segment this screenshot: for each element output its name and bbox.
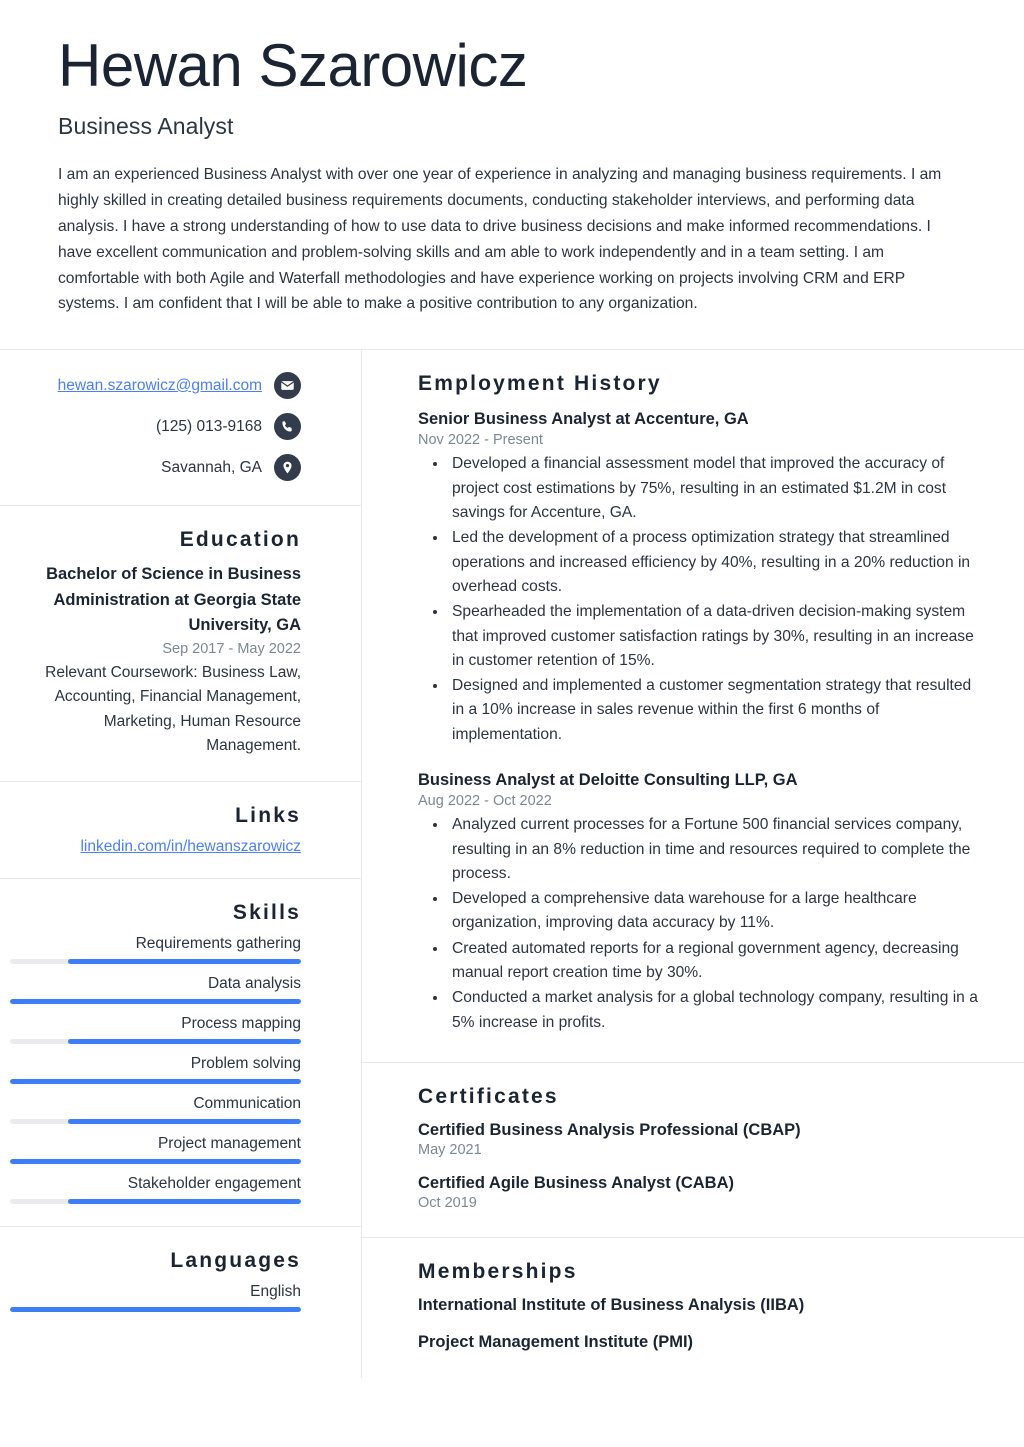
contact-block	[0, 350, 361, 506]
language-meter-fill	[10, 1307, 301, 1312]
resume-header	[0, 0, 1024, 339]
job-bullet: • Analyzed current processes for a Fortune 500 financial services company, resulting in an 8% reduction in time and resources required to complete the process.	[448, 813, 982, 886]
skill-meter-fill	[10, 1159, 301, 1164]
job-bullet-list	[418, 452, 982, 747]
location-text: Savannah, GA	[161, 458, 262, 476]
phone-icon	[274, 413, 301, 440]
job-title: Business Analyst at Deloitte Consulting LLP, GA	[418, 771, 798, 790]
skill-item	[10, 1135, 301, 1164]
job-bullet: • Conducted a market analysis for a global technology company, resulting in a 5% increase in profits.	[448, 986, 982, 1035]
job-bullet: • Designed and implemented a customer segmentation strategy that resulted in a 10% increase in sales revenue within the first 6 months of implementation.	[448, 674, 982, 747]
memberships-list	[418, 1296, 982, 1352]
jobs-list	[418, 408, 982, 1035]
skills-list	[10, 935, 301, 1204]
education-degree: Bachelor of Science in Business Administration at Georgia State University, GA	[46, 565, 301, 635]
resume-body	[0, 350, 1024, 1378]
link-item[interactable]	[10, 838, 301, 856]
skill-label: Problem solving	[190, 1054, 301, 1072]
professional-summary: I am an experienced Business Analyst with over one year of experience in analyzing and managing business requirements. I am highly skilled in creating detailed business requirements documents, conducting stakeholder interviews, and performing data analysis. I have a strong understanding of how to use data to drive business decisions and make informed recommendations. I have excellent communication and problem-solving skills and am able to work independently and in a team setting. I am comfortable with both Agile and Waterfall methodologies and have experience working on projects involving CRM and ERP systems. I am confident that I will be able to make a positive contribution to any organization.	[58, 166, 942, 313]
skill-meter-track	[10, 1119, 301, 1124]
skill-meter-track	[10, 1199, 301, 1204]
certificate-entry	[418, 1121, 982, 1158]
skill-item	[10, 975, 301, 1004]
certificates-block	[362, 1063, 1024, 1238]
contact-row-location[interactable]	[10, 454, 301, 481]
job-bullet: • Developed a financial assessment model that improved the accuracy of project cost estimations by 75%, resulting in an estimated $1.2M in cost savings for Accenture, GA.	[448, 452, 982, 525]
memberships-block	[362, 1238, 1024, 1378]
job-bullet: • Developed a comprehensive data warehouse for a large healthcare organization, improving data accuracy by 11%.	[448, 887, 982, 936]
language-label: English	[250, 1282, 301, 1300]
job-entry	[418, 408, 982, 747]
certificate-name: Certified Business Analysis Professional (CBAP)	[418, 1121, 801, 1139]
skill-meter-track	[10, 1159, 301, 1164]
employment-section-title: Employment History	[418, 372, 662, 396]
job-bullet: • Spearheaded the implementation of a data-driven decision-making system that improved customer satisfaction ratings by 30%, resulting in an increase in customer retention of 15%.	[448, 600, 982, 673]
education-description: Relevant Coursework: Business Law, Accounting, Financial Management, Marketing, Human Resource Management.	[45, 663, 301, 755]
skill-label: Process mapping	[181, 1014, 301, 1032]
certificate-date: Oct 2019	[418, 1195, 477, 1211]
job-bullet-list	[418, 813, 982, 1035]
skill-label: Requirements gathering	[135, 934, 301, 952]
skill-meter-fill	[10, 1079, 301, 1084]
certificates-list	[418, 1121, 982, 1211]
envelope-icon	[274, 372, 301, 399]
job-title: Senior Business Analyst at Accenture, GA	[418, 410, 749, 429]
links-section-title: Links	[235, 803, 301, 827]
education-date: Sep 2017 - May 2022	[162, 640, 301, 657]
education-section-title: Education	[179, 528, 301, 552]
skill-item	[10, 1055, 301, 1084]
skill-item	[10, 1015, 301, 1044]
linkedin-link[interactable]: linkedin.com/in/hewanszarowicz	[80, 837, 301, 855]
skill-meter-fill	[68, 1119, 301, 1124]
language-item	[10, 1283, 301, 1312]
language-meter-track	[10, 1307, 301, 1312]
skill-label: Project management	[157, 1134, 301, 1152]
skill-meter-track	[10, 959, 301, 964]
skills-section-title: Skills	[232, 900, 301, 924]
contact-row-email[interactable]	[10, 372, 301, 399]
skill-meter-track	[10, 1039, 301, 1044]
languages-block	[0, 1227, 361, 1334]
certificate-date: May 2021	[418, 1142, 482, 1158]
job-date-range: Aug 2022 - Oct 2022	[418, 793, 552, 810]
skill-label: Stakeholder engagement	[127, 1174, 301, 1192]
skill-meter-track	[10, 999, 301, 1004]
languages-section-title: Languages	[170, 1248, 301, 1272]
memberships-section-title: Memberships	[418, 1260, 578, 1283]
job-date-range: Nov 2022 - Present	[418, 432, 543, 449]
skill-meter-fill	[68, 1039, 301, 1044]
languages-list	[10, 1283, 301, 1312]
skills-block	[0, 879, 361, 1227]
candidate-job-title: Business Analyst	[58, 113, 234, 139]
email-link[interactable]: hewan.szarowicz@gmail.com	[57, 376, 262, 394]
skill-label: Data analysis	[207, 974, 301, 992]
certificate-entry	[418, 1174, 982, 1211]
certificates-section-title: Certificates	[418, 1085, 559, 1108]
candidate-name: Hewan Szarowicz	[58, 32, 528, 99]
map-pin-icon	[274, 454, 301, 481]
job-bullet: • Created automated reports for a regional government agency, decreasing manual report creation time by 30%.	[448, 937, 982, 986]
links-block	[0, 782, 361, 879]
skill-label: Communication	[193, 1094, 301, 1112]
skill-item	[10, 1175, 301, 1204]
skill-item	[10, 935, 301, 964]
certificate-name: Certified Agile Business Analyst (CABA)	[418, 1174, 734, 1192]
skill-meter-fill	[68, 1199, 301, 1204]
employment-block	[362, 350, 1024, 1063]
skill-meter-fill	[68, 959, 301, 964]
skill-meter-fill	[10, 999, 301, 1004]
main-column	[362, 350, 1024, 1378]
membership-item: International Institute of Business Analysis (IIBA)	[418, 1296, 805, 1314]
skill-item	[10, 1095, 301, 1124]
skill-meter-track	[10, 1079, 301, 1084]
membership-item: Project Management Institute (PMI)	[418, 1333, 694, 1351]
education-block	[0, 506, 361, 782]
sidebar-column	[0, 350, 362, 1378]
contact-row-phone[interactable]	[10, 413, 301, 440]
phone-number: (125) 013-9168	[156, 417, 262, 435]
job-bullet: • Led the development of a process optimization strategy that streamlined operations and increased efficiency by 40%, resulting in a 20% reduction in overhead costs.	[448, 526, 982, 599]
job-entry	[418, 769, 982, 1035]
